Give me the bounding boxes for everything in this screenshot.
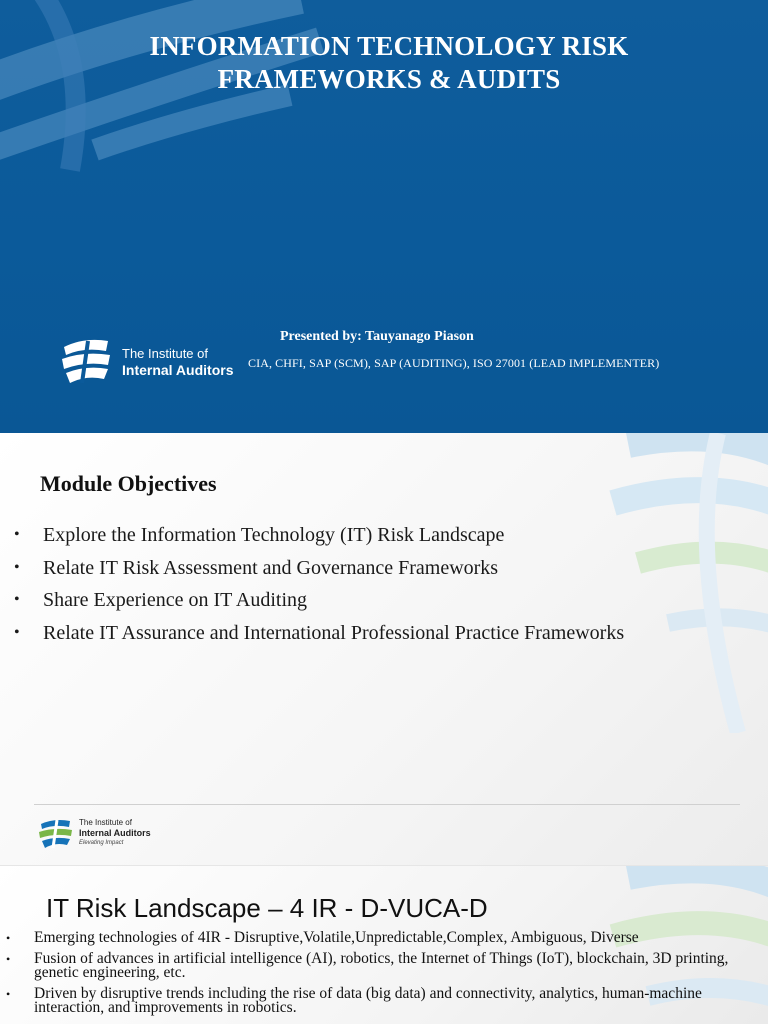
list-item [14, 519, 624, 552]
landscape-slide [0, 866, 768, 1024]
bullet-icon: • [6, 987, 11, 1001]
iia-logo [60, 337, 234, 387]
slide-heading: Module Objectives [40, 471, 217, 496]
iia-logo [38, 818, 151, 850]
iia-globe-icon [38, 818, 74, 850]
slide-heading: IT Risk Landscape – 4 IR - D-VUCA-D [46, 893, 488, 923]
iia-globe-icon [60, 337, 114, 387]
list-item [6, 931, 762, 945]
objective-text: Relate IT Risk Assessment and Governance Frameworks [43, 556, 499, 579]
list-item [6, 987, 762, 1015]
list-item [14, 584, 624, 617]
landscape-text: Driven by disruptive trends including the rise of data (big data) and connectivity, analytics, human-machine interaction, and improvements in robotics. [34, 985, 702, 1016]
logo-line-1: The Institute of [79, 818, 132, 827]
bullet-icon: • [14, 558, 20, 576]
presenter-credentials: CIA, CHFI, SAP (SCM), SAP (AUDITING), ISO 27001 (LEAD IMPLEMENTER) [248, 356, 660, 370]
presenter-name: Presented by: Tauyanago Piason [280, 329, 474, 344]
objectives-list [14, 519, 624, 649]
bullet-icon: • [14, 591, 20, 608]
objective-text: Share Experience on IT Auditing [43, 589, 308, 611]
bullet-icon: • [6, 931, 11, 945]
presentation-title [0, 30, 768, 96]
title-slide [0, 0, 768, 433]
title-line-2: FRAMEWORKS & AUDITS [217, 64, 561, 94]
landscape-list [6, 931, 762, 1022]
bullet-icon: • [6, 952, 11, 966]
landscape-text: Fusion of advances in artificial intelligence (AI), robotics, the Internet of Things (IoT), blockchain, 3D printing, genetic engineering, etc. [34, 950, 729, 981]
logo-tagline: Elevating Impact [79, 840, 124, 846]
logo-line-1: The Institute of [122, 346, 208, 361]
objectives-slide [0, 433, 768, 865]
objective-text: Explore the Information Technology (IT) Risk Landscape [43, 524, 505, 546]
bullet-icon: • [14, 623, 20, 641]
logo-line-2: Internal Auditors [79, 828, 151, 838]
footer-divider [34, 804, 740, 805]
landscape-text: Emerging technologies of 4IR - Disruptive,Volatile,Unpredictable,Complex, Ambiguous, Diverse [34, 929, 639, 946]
objective-text: Relate IT Assurance and International Professional Practice Frameworks [43, 621, 625, 644]
list-item [14, 552, 624, 585]
logo-line-2: Internal Auditors [122, 362, 234, 378]
bullet-icon: • [14, 526, 20, 543]
decorative-globe-arcs [608, 433, 768, 733]
list-item [14, 617, 624, 650]
title-line-1: INFORMATION TECHNOLOGY RISK [149, 31, 629, 61]
list-item [6, 952, 762, 980]
